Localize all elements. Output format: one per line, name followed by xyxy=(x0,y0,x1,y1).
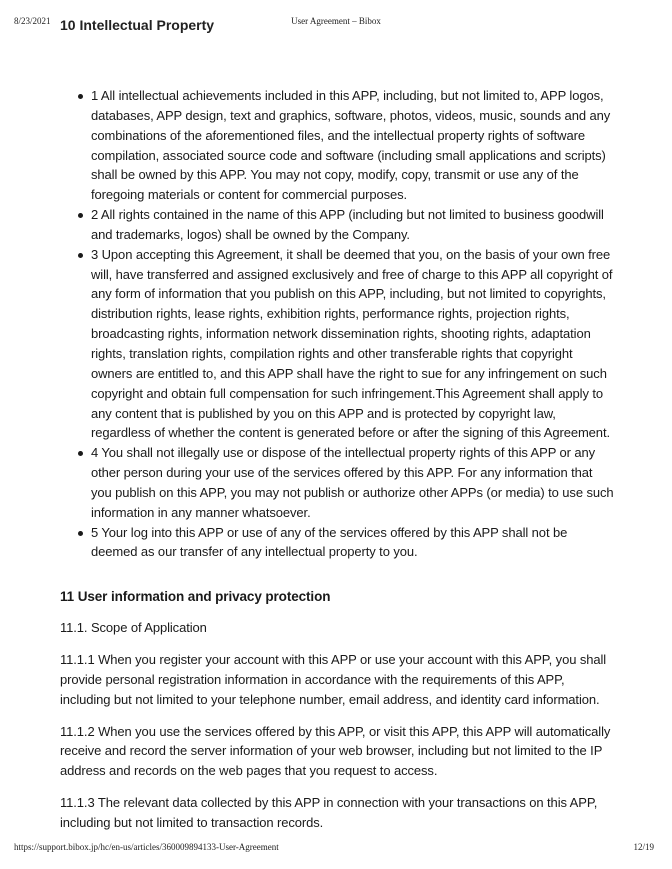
article-body xyxy=(60,86,616,830)
list-item-text: 2 All rights contained in the name of this APP (including but not limited to business goodwill and trademarks, logos) shall be owned by the Company. xyxy=(91,207,604,242)
section-10-heading: 10 Intellectual Property xyxy=(60,17,215,33)
bullet-icon xyxy=(78,531,83,536)
ip-list xyxy=(60,86,616,562)
bullet-icon xyxy=(78,451,83,456)
page-url: https://support.bibox.jp/hc/en-us/articles/360009894133-User-Agreement xyxy=(14,842,279,852)
print-title: User Agreement – Bibox xyxy=(291,16,381,26)
bullet-icon xyxy=(78,213,83,218)
paragraph-11-1-2: 11.1.2 When you use the services offered by this APP, or visit this APP, this APP will automatically receive and record the server information of your web browser, including but not limited to the IP address and records on the web pages that you request to access. xyxy=(60,723,611,779)
list-item-text: 4 You shall not illegally use or dispose of the intellectual property rights of this APP or any other person during your use of the services offered by this APP. For any information that you publish on this APP, you may not publish or authorize other APPs (or media) to use such information in any manner whatsoever. xyxy=(91,445,614,520)
page-number: 12/19 xyxy=(633,842,654,852)
list-item xyxy=(60,245,616,443)
list-item xyxy=(60,205,616,245)
list-item-text: 1 All intellectual achievements included in this APP, including, but not limited to, APP logos, databases, APP design, text and graphics, software, photos, videos, music, sounds and any combinations of the aforementioned files, and the intellectual property rights of software compilation, associated source code and software (including small applications and scripts) shall be owned by this APP. You may not copy, modify, copy, transmit or use any of the foregoing materials or content for commercial purposes. xyxy=(91,88,611,203)
paragraph-11-1-1: 11.1.1 When you register your account with this APP or use your account with this APP, you shall provide personal registration information in accordance with the requirements of this APP, including but not limited to your telephone number, email address, and identity card information. xyxy=(60,652,607,707)
list-item xyxy=(60,86,616,205)
sub-heading: 11.1. Scope of Application xyxy=(60,620,207,636)
print-date: 8/23/2021 xyxy=(14,16,51,26)
list-item xyxy=(60,443,616,522)
list-item xyxy=(60,523,616,563)
bullet-icon xyxy=(78,253,83,258)
section-11-heading: 11 User information and privacy protection xyxy=(60,589,331,605)
paragraph-11-1-3: 11.1.3 The relevant data collected by this APP in connection with your transactions on this APP, including but not limited to transaction records. xyxy=(60,795,598,830)
section-10-heading-cut xyxy=(60,17,215,36)
bullet-icon xyxy=(78,94,83,99)
page-cut xyxy=(60,793,616,830)
list-item-text: 5 Your log into this APP or use of any of the services offered by this APP shall not be deemed as our transfer of any intellectual property to you. xyxy=(91,524,568,560)
list-item-text: 3 Upon accepting this Agreement, it shall be deemed that you, on the basis of your own free will, have transferred and assigned exclusively and free of charge to this APP all copyright of any form of information that you publish on this APP, including, but not limited to copyrights, distribution rights, lease rights, exhibition rights, performance rights, projection rights, broadcasting rights, information network dissemination rights, shooting rights, adaptation rights, translation rights, compilation rights and other transferable rights that copyright owners are entitled to, and this APP shall have the right to sue for any infringement on such copyright and obtain full compensation for such infringement.This Agreement shall apply to any content that is published by you on this APP and is protected by copyright law, regardless of whether the content is generated before or after the signing of this Agreement. xyxy=(91,246,613,441)
